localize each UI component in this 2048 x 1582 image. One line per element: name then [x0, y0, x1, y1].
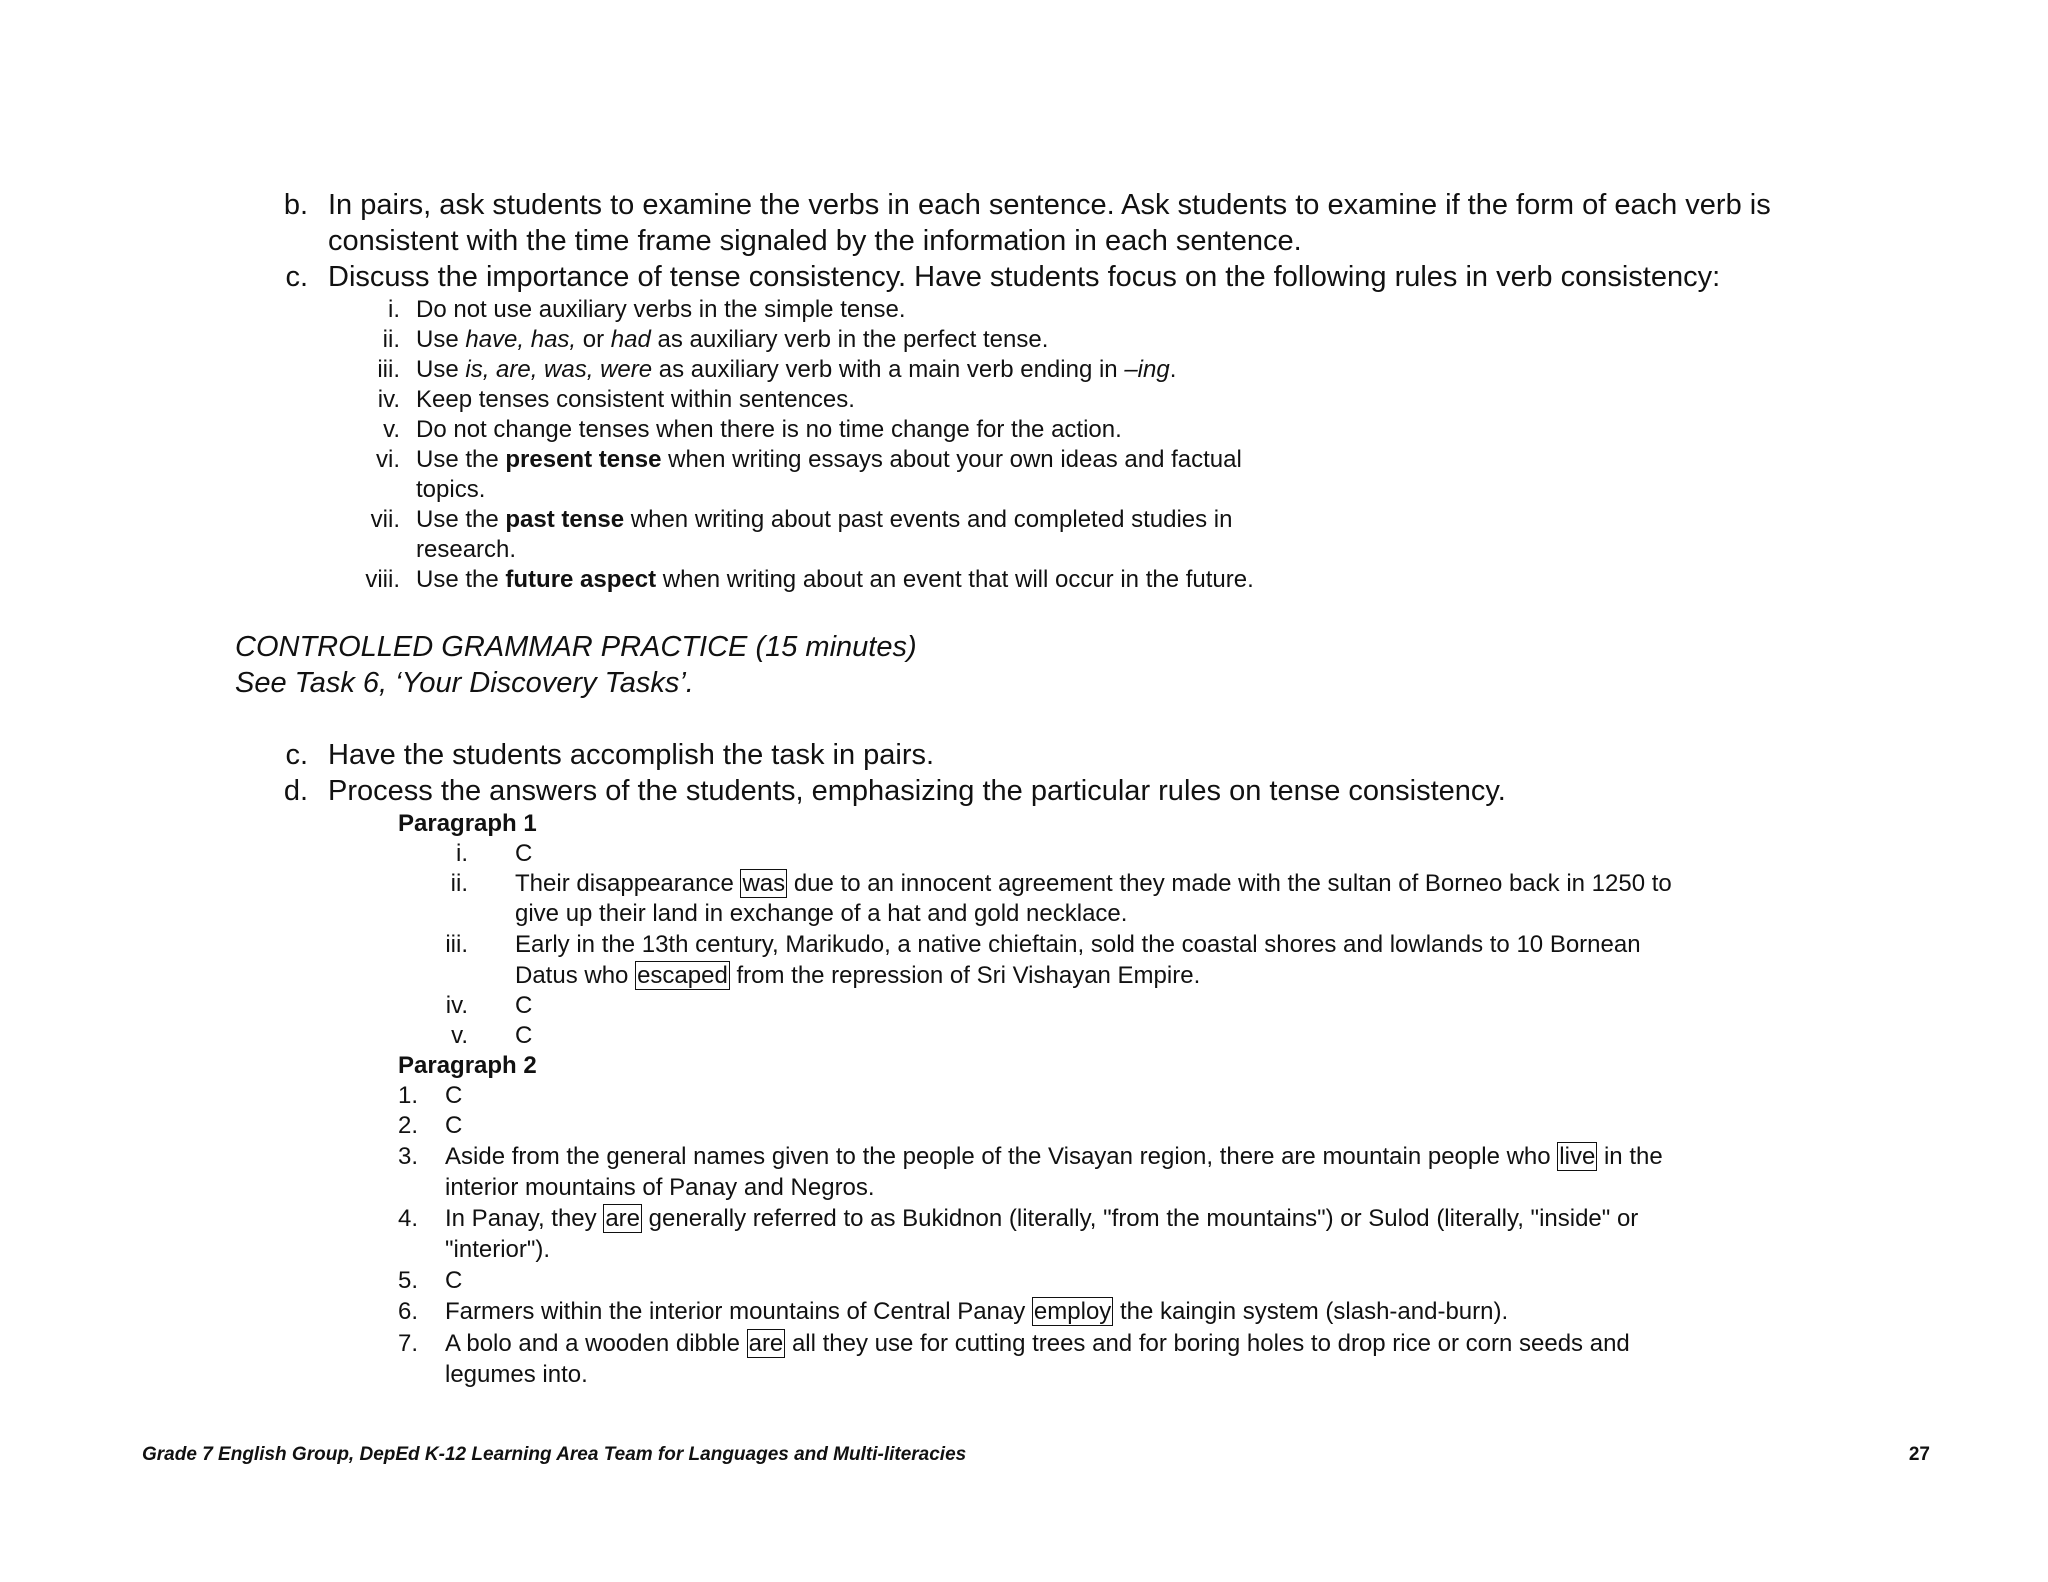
rule-text: Use the present tense when writing essays about your own ideas and factual [416, 446, 1242, 473]
answer-text: C [515, 840, 533, 867]
instruction-c2-text: Have the students accomplish the task in pairs. [328, 739, 935, 771]
answer-text: C [445, 1112, 463, 1139]
answer-marker: i. [456, 840, 468, 867]
page-number: 27 [1908, 1444, 1930, 1465]
answer-text: In Panay, they are generally referred to as Bukidnon (literally, "from the mountains") or Sulod (literally, "inside" or [445, 1205, 1639, 1232]
rule-text: Do not use auxiliary verbs in the simple tense. [416, 296, 906, 323]
rule-continuation: research. [416, 536, 517, 563]
section-subtitle: See Task 6, ‘Your Discovery Tasks’. [235, 667, 694, 699]
answer-marker: iv. [445, 992, 468, 1019]
rule-marker: iv. [377, 386, 400, 413]
instruction-d-marker: d. [283, 775, 308, 807]
answer-marker: v. [451, 1022, 468, 1049]
boxed-verb: employ [1033, 1298, 1112, 1325]
answer-text: Early in the 13th century, Marikudo, a native chieftain, sold the coastal shores and lowlands to 10 Bornean [515, 931, 1641, 958]
answer-marker: 4. [398, 1205, 419, 1232]
rule-continuation: topics. [416, 476, 486, 503]
answer-marker: 2. [398, 1112, 419, 1139]
rule-marker: vii. [370, 506, 400, 533]
boxed-verb: are [748, 1330, 784, 1357]
footer-credit: Grade 7 English Group, DepEd K-12 Learning Area Team for Languages and Multi-literacies [142, 1444, 967, 1465]
rule-marker: iii. [377, 356, 400, 383]
answer-text: Aside from the general names given to the people of the Visayan region, there are mountain people who live in the [445, 1143, 1663, 1170]
instruction-d-text: Process the answers of the students, emphasizing the particular rules on tense consistency. [328, 775, 1506, 807]
boxed-verb: are [605, 1205, 641, 1232]
answer-continuation: give up their land in exchange of a hat and gold necklace. [515, 900, 1128, 927]
boxed-verb: escaped [637, 962, 728, 989]
answer-text: C [515, 992, 533, 1019]
answer-marker: 5. [398, 1267, 419, 1294]
answer-marker: 3. [398, 1143, 419, 1170]
rule-text: Keep tenses consistent within sentences. [416, 386, 855, 413]
answer-continuation: interior mountains of Panay and Negros. [445, 1174, 875, 1201]
paragraph1-heading: Paragraph 1 [398, 810, 537, 837]
answer-marker: iii. [445, 931, 468, 958]
answer-marker: 6. [398, 1298, 419, 1325]
answer-text: C [445, 1267, 463, 1294]
answer-text: Their disappearance was due to an innocent agreement they made with the sultan of Borneo back in 1250 to [515, 870, 1672, 897]
section-title: CONTROLLED GRAMMAR PRACTICE (15 minutes) [235, 631, 917, 663]
answer-text: Farmers within the interior mountains of Central Panay employ the kaingin system (slash-and-burn). [445, 1298, 1509, 1325]
rule-marker: viii. [365, 566, 400, 593]
paragraph2-heading: Paragraph 2 [398, 1052, 537, 1079]
rule-text: Use the future aspect when writing about an event that will occur in the future. [416, 566, 1254, 593]
answer-marker: ii. [450, 870, 468, 897]
boxed-verb: live [1559, 1143, 1596, 1170]
answer-text: C [445, 1082, 463, 1109]
answer-marker: 7. [398, 1330, 419, 1357]
instruction-b-line1: In pairs, ask students to examine the verbs in each sentence. Ask students to examine if the form of each verb is [328, 189, 1771, 221]
instruction-b-marker: b. [283, 189, 308, 221]
instruction-b-line2: consistent with the time frame signaled by the information in each sentence. [328, 225, 1302, 257]
answer-text: C [515, 1022, 533, 1049]
rule-text: Use have, has, or had as auxiliary verb in the perfect tense. [416, 326, 1049, 353]
answer-text: A bolo and a wooden dibble are all they use for cutting trees and for boring holes to drop rice or corn seeds and [445, 1330, 1630, 1357]
answer-continuation: "interior"). [445, 1236, 551, 1263]
answer-marker: 1. [398, 1082, 419, 1109]
answer-text-line2: Datus who escaped from the repression of Sri Vishayan Empire. [515, 962, 1201, 989]
rule-marker: v. [383, 416, 400, 443]
instruction-c2-marker: c. [285, 739, 308, 771]
rule-text: Do not change tenses when there is no time change for the action. [416, 416, 1122, 443]
boxed-verb: was [742, 870, 786, 897]
rule-text: Use the past tense when writing about past events and completed studies in [416, 506, 1233, 533]
instruction-c-marker: c. [285, 261, 308, 293]
instruction-c-text: Discuss the importance of tense consistency. Have students focus on the following rules in verb consistency: [328, 261, 1721, 293]
rule-marker: ii. [382, 326, 400, 353]
rule-marker: vi. [376, 446, 400, 473]
rule-marker: i. [388, 296, 400, 323]
rule-text: Use is, are, was, were as auxiliary verb with a main verb ending in –ing. [416, 356, 1177, 383]
answer-continuation: legumes into. [445, 1361, 588, 1388]
